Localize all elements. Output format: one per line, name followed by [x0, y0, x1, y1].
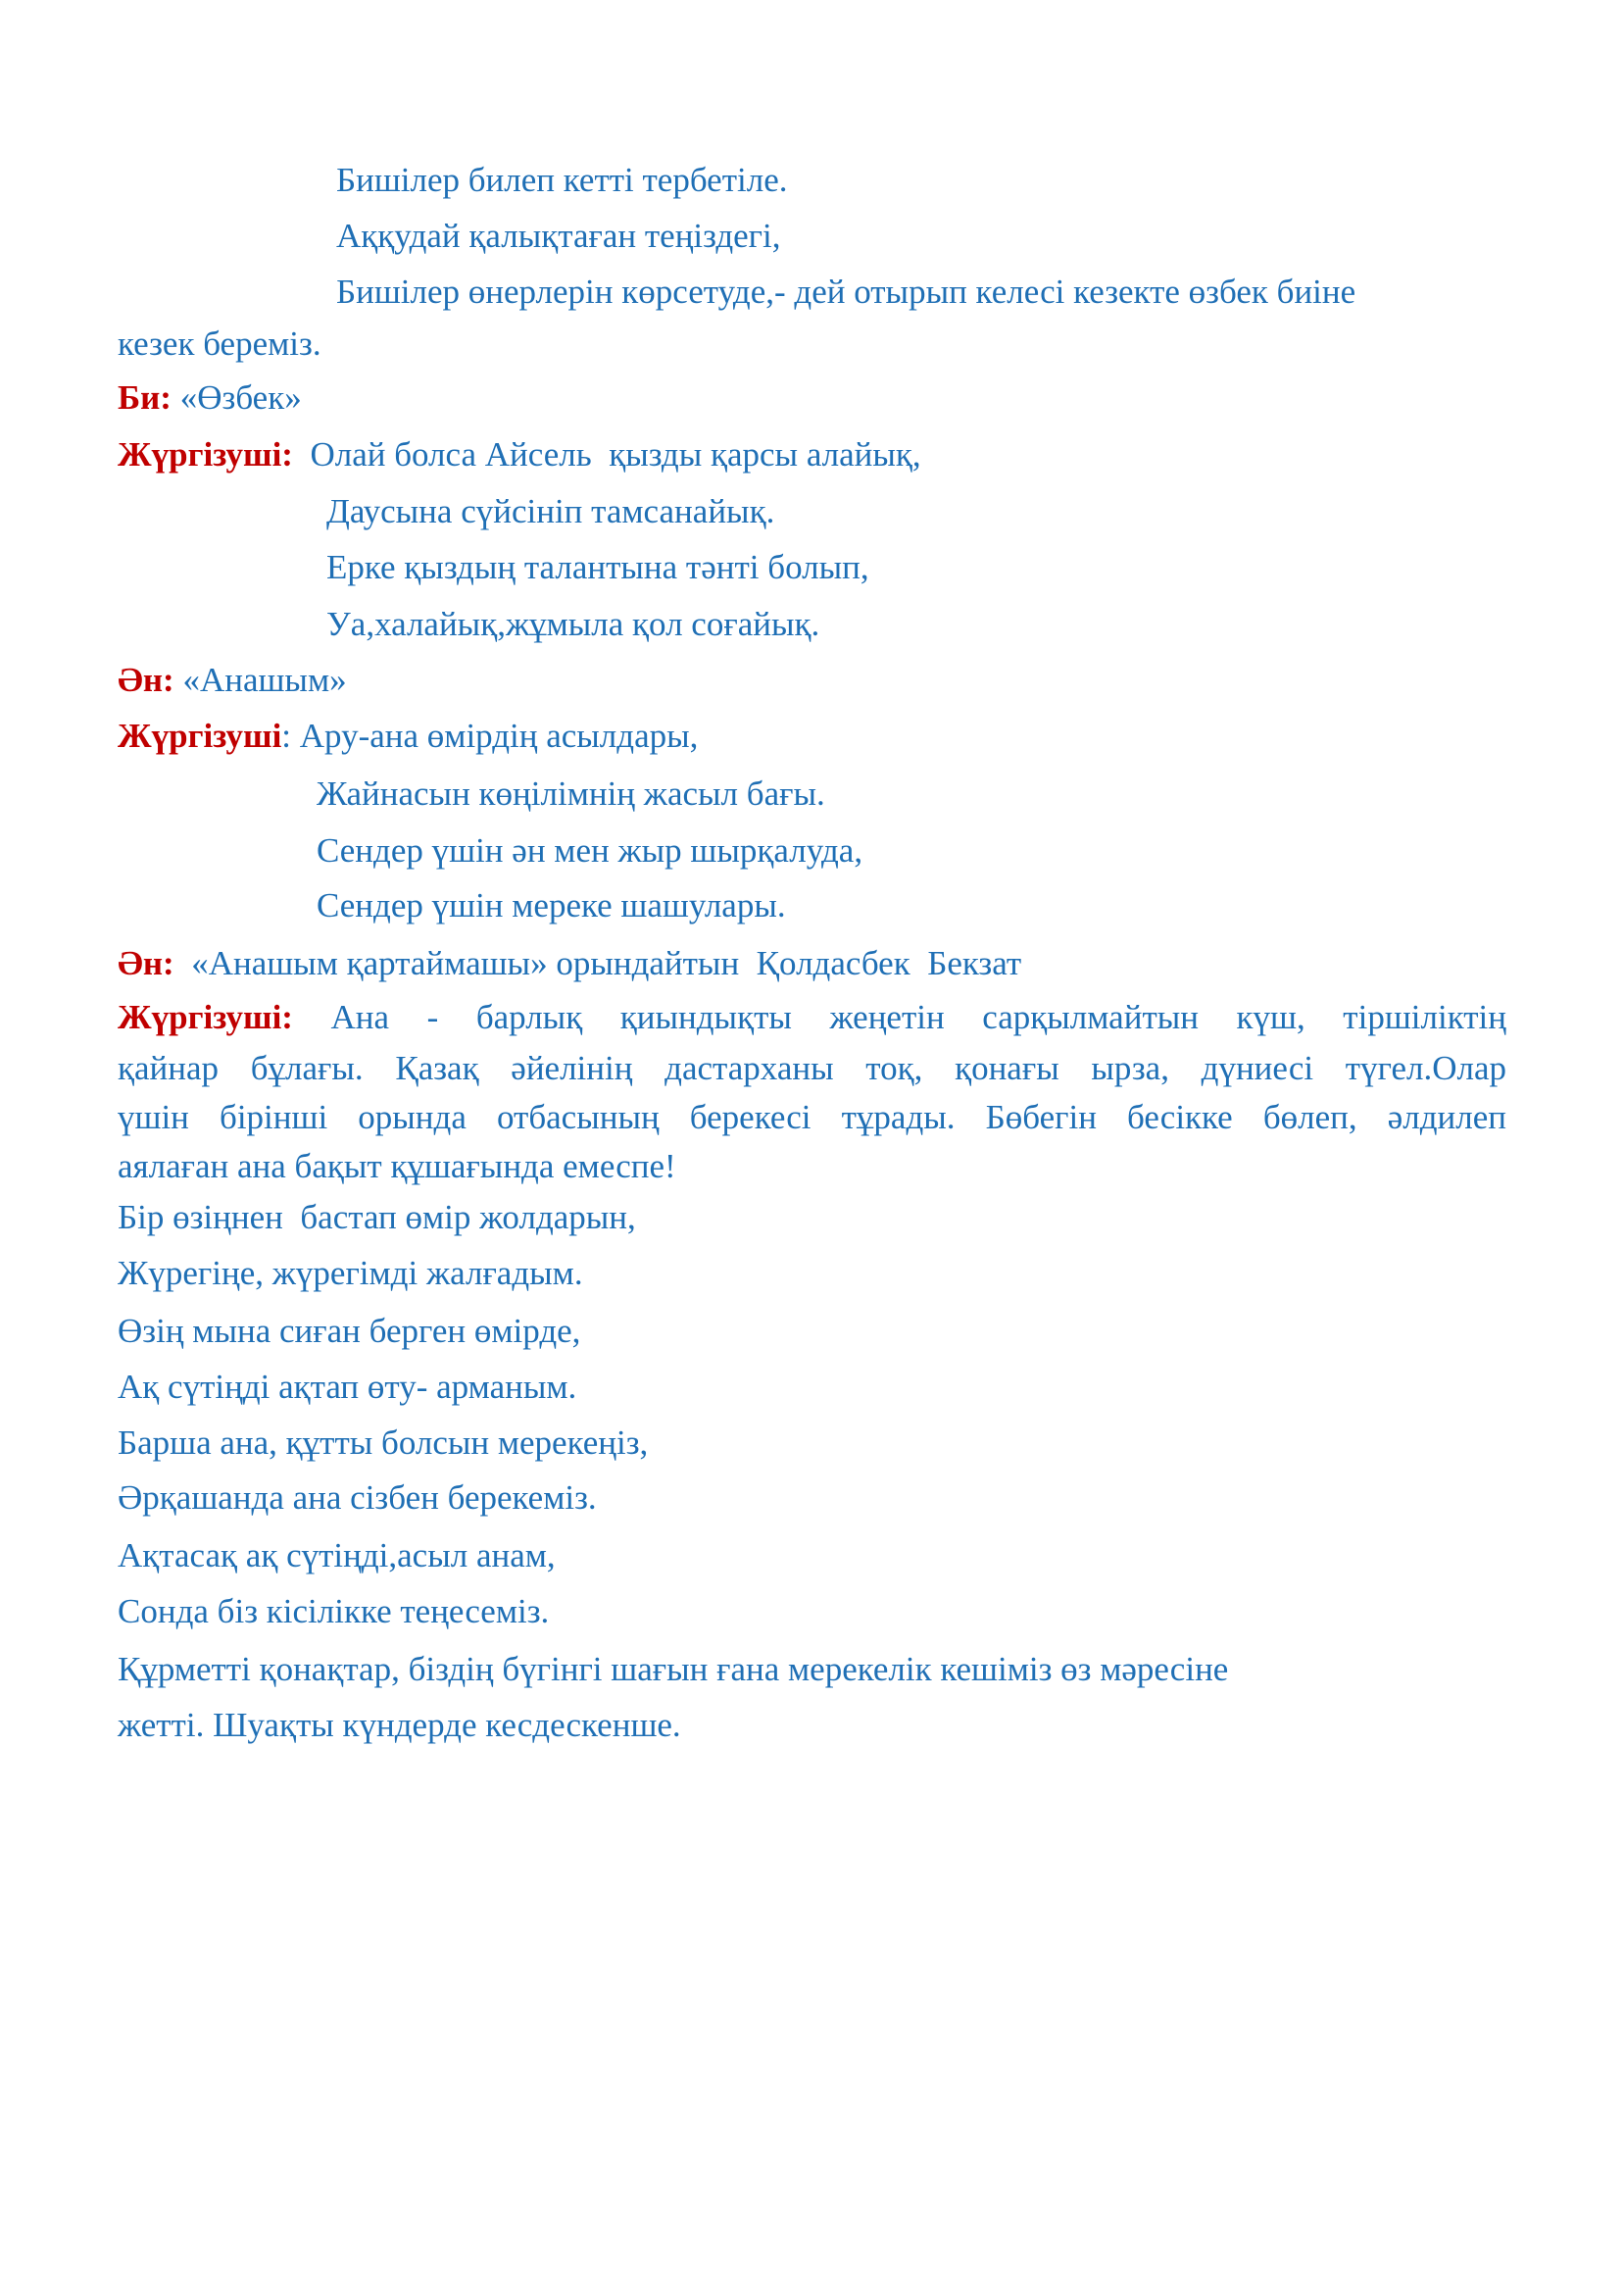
line-text: «Анашым қартаймашы» орындайтын Қолдасбек Бекзат — [173, 944, 1022, 982]
host-line — [118, 717, 698, 756]
line-text: Сендер үшін ән мен жыр шырқалуда, — [317, 831, 863, 870]
line-text: Ана - барлық қиындықты жеңетін сарқылмайтын күш, тіршіліктің — [292, 998, 1506, 1036]
dance-entry — [118, 378, 302, 418]
line-text: Ерке қыздың талантына тәнті болып, — [326, 548, 869, 586]
line-text: аялаған ана бақыт құшағында емеспе! — [118, 1147, 676, 1185]
poem-line — [118, 1368, 576, 1407]
speaker-label: Би: — [118, 378, 172, 417]
line-text: «Анашым» — [173, 661, 347, 699]
line-text: Бишілер өнерлерін көрсетуде,- дей отырып келесі кезекте өзбек биіне — [336, 273, 1356, 311]
line-text: Ақ сүтіңді ақтап өту- арманым. — [118, 1368, 577, 1406]
line-text: Ақтасақ ақ сүтіңді,асыл анам, — [118, 1536, 556, 1574]
line-text: Даусына сүйсініп тамсанайық. — [326, 492, 775, 530]
line-text: қайнар бұлағы. Қазақ әйелінің дастарханы тоқ, қонағы ырза, дүниесі түгел.Олар — [118, 1049, 1506, 1087]
poem-line — [118, 1254, 583, 1293]
line-text: Әрқашанда ана сізбен берекеміз. — [118, 1478, 597, 1517]
poem-line — [336, 273, 1355, 312]
line-text: кезек береміз. — [118, 324, 321, 363]
line-text: Өзің мына сиған берген өмірде, — [118, 1312, 581, 1350]
paragraph-line — [118, 1049, 1506, 1088]
host-line — [118, 435, 921, 474]
speaker-label: Жүргізуші — [118, 717, 282, 755]
closing-line — [118, 1706, 681, 1745]
line-text: Жүрегіңе, жүрегімді жалғадым. — [118, 1254, 583, 1292]
poem-line — [118, 1592, 549, 1631]
line-text: Уа,халайық,жұмыла қол соғайық. — [326, 605, 820, 643]
poem-line — [118, 1423, 648, 1463]
line-text: Бишілер билеп кетті тербетіле. — [336, 161, 788, 199]
line-text: Құрметті қонақтар, біздің бүгінгі шағын ғана мерекелік кешіміз өз мәресіне — [118, 1650, 1229, 1688]
poem-line — [317, 831, 862, 871]
paragraph-line — [118, 1147, 676, 1186]
line-text: жетті. Шуақты күндерде кесдескенше. — [118, 1706, 681, 1744]
poem-line — [118, 1536, 556, 1575]
poem-line — [118, 1478, 597, 1518]
paragraph-line — [118, 998, 1506, 1037]
line-text: Аққудай қалықтаған теңіздегі, — [336, 217, 781, 255]
speaker-label: Ән: — [118, 944, 174, 982]
line-text: Барша ана, құтты болсын мерекеңіз, — [118, 1423, 649, 1462]
line-text: Ару-ана өмірдің асылдары, — [291, 717, 699, 755]
line-text: Сендер үшін мереке шашулары. — [317, 886, 786, 924]
speaker-colon: : — [281, 717, 292, 755]
line-text: «Өзбек» — [171, 378, 302, 417]
poem-line — [326, 605, 819, 644]
poem-line — [118, 1198, 636, 1237]
speaker-label: Ән: — [118, 661, 174, 699]
poem-line — [326, 548, 869, 587]
text-line — [118, 324, 321, 364]
speaker-label: Жүргізуші: — [118, 998, 293, 1036]
poem-line — [336, 161, 788, 200]
poem-line — [317, 774, 825, 814]
song-entry — [118, 661, 347, 700]
paragraph-line — [118, 1098, 1506, 1137]
poem-line — [326, 492, 774, 531]
speaker-label: Жүргізуші: — [118, 435, 293, 474]
poem-line — [118, 1312, 580, 1351]
poem-line — [317, 886, 786, 925]
closing-line — [118, 1650, 1228, 1689]
poem-line — [336, 217, 781, 256]
line-text: Жайнасын көңілімнің жасыл бағы. — [317, 774, 825, 813]
line-text: Бір өзіңнен бастап өмір жолдарын, — [118, 1198, 636, 1236]
line-text: Олай болса Айсель қызды қарсы алайық, — [292, 435, 921, 474]
line-text: үшін бірінші орында отбасының берекесі тұрады. Бөбегін бесікке бөлеп, әлдилеп — [118, 1098, 1506, 1136]
song-entry — [118, 944, 1021, 983]
line-text: Сонда біз кісілікке теңесеміз. — [118, 1592, 550, 1630]
